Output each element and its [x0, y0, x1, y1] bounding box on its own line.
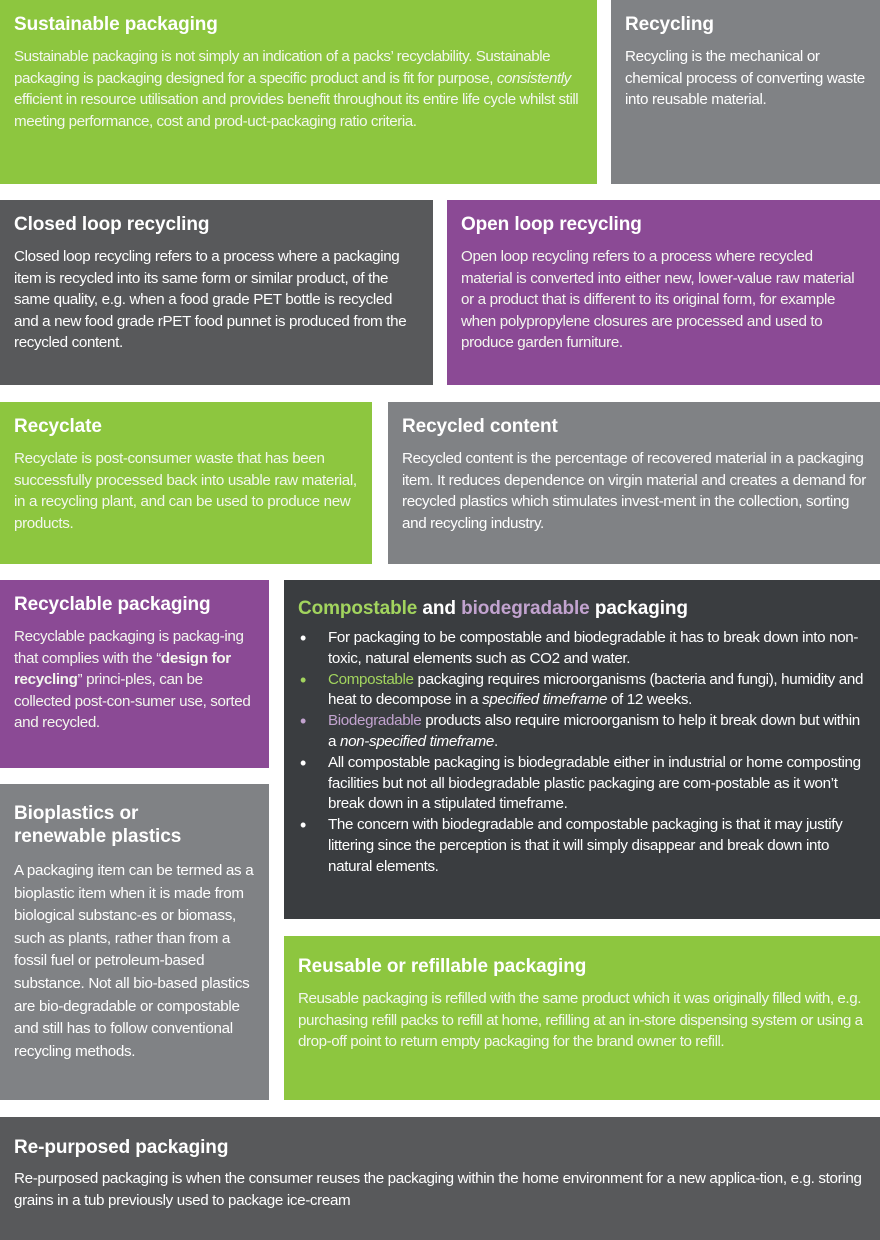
recycling-text: Recycling is the mechanical or chemical process of converting waste into reusable material.	[625, 48, 865, 109]
closed-loop-title: Closed loop recycling	[14, 214, 210, 235]
list-item: • For packaging to be compostable and biodegradable it has to break down into non-toxic, natural elements such as CO2 and water.	[300, 628, 859, 667]
bioplastics-title: Bioplastics or renewable plastics	[14, 803, 182, 847]
repurposed-packaging-text: Re-purposed packaging is when the consumer reuses the packaging within the home environment for a new applica-tion, e.g. storing grains in a tub previously used to package ice-cream	[14, 1170, 862, 1209]
reusable-refillable-title: Reusable or refillable packaging	[298, 956, 587, 977]
recycled-content-box	[388, 402, 880, 564]
list-item: • Compostable packaging requires microorganisms (bacteria and fungi), humidity and heat to decompose in a specified timeframe of 12 weeks.	[300, 669, 864, 709]
sustainable-packaging-box	[0, 0, 597, 184]
sustainable-packaging-title: Sustainable packaging	[14, 14, 218, 35]
bioplastics-box	[0, 784, 269, 1100]
recyclable-packaging-box	[0, 580, 269, 768]
sustainable-packaging-text: Sustainable packaging is not simply an indication of a packs’ recyclability. Sustainable packaging is packaging designed for a specific product and is fit for purpose, consistently efficient in resource utilisation and provides benefit throughout its entire life cycle whilst still meeting performance, cost and prod-uct-packaging ratio criteria.	[14, 48, 579, 130]
recycled-content-text: Recycled content is the percentage of recovered material in a packaging item. It reduces dependence on virgin material and creates a demand for recycled plastics which stimulates invest-ment in the collection, sorting and recycling industry.	[402, 450, 866, 532]
open-loop-recycling-box	[447, 200, 880, 385]
reusable-refillable-box	[284, 936, 880, 1100]
compostable-bullet-list	[298, 628, 866, 878]
recyclable-packaging-title: Recyclable packaging	[14, 594, 211, 615]
bioplastics-text: A packaging item can be termed as a bioplastic item when it is made from biological substanc-es or biomass, such as plants, rather than from a fossil fuel or petroleum-based substance. Not all bio-based plastics are bio-degradable or compostable and still has to follow conventional recycling methods.	[14, 862, 254, 1060]
recyclate-text: Recyclate is post-consumer waste that has been successfully processed back into usable raw material, in a recycling plant, and can be used to produce new products.	[14, 450, 357, 532]
design-for-recycling-highlight: design for recycling	[14, 649, 231, 689]
open-loop-title: Open loop recycling	[461, 214, 642, 235]
recyclate-title: Recyclate	[14, 416, 102, 437]
list-item: • All compostable packaging is biodegradable either in industrial or home composting facilities but not all biodegradable plastic packaging are com-postable as it won’t break down in a stipulated timeframe.	[300, 752, 861, 813]
recycling-box	[611, 0, 880, 184]
recyclable-packaging-text: Recyclable packaging is packag-ing that complies with the “design for recycling” princi-ples, can be collected post-con-sumer use, sorted and recycled.	[14, 628, 251, 732]
repurposed-packaging-title: Re-purposed packaging	[14, 1137, 229, 1158]
closed-loop-text: Closed loop recycling refers to a process where a packaging item is recycled into its same form or similar product, of the same quality, e.g. when a food grade PET bottle is recycled and a new food grade rPET food punnet is produced from the recycled content.	[14, 248, 407, 352]
reusable-refillable-text: Reusable packaging is refilled with the same product which it was originally filled with, e.g. purchasing refill packs to refill at home, refilling at an in-store dispensing system or using a drop-off point to return empty packaging for the brand owner to refill.	[298, 990, 863, 1051]
compostable-biodegradable-title: Compostable and biodegradable packaging	[298, 598, 688, 619]
compostable-biodegradable-box	[284, 580, 880, 919]
list-item: • Biodegradable products also require microorganism to help it break down but within a non-specified timeframe.	[300, 711, 860, 750]
repurposed-packaging-box	[0, 1117, 880, 1240]
open-loop-text: Open loop recycling refers to a process where recycled material is converted into either new, lower-value raw material or a product that is different to its original form, for example when polypropylene closures are processed and used to produce garden furniture.	[461, 248, 855, 352]
recyclate-box	[0, 402, 372, 564]
recycled-content-title: Recycled content	[402, 416, 558, 437]
recycling-title: Recycling	[625, 14, 714, 35]
closed-loop-recycling-box	[0, 200, 433, 385]
list-item: • The concern with biodegradable and compostable packaging is that it may justify littering since the perception is that it will simply disappear and break down into natural elements.	[300, 815, 843, 875]
